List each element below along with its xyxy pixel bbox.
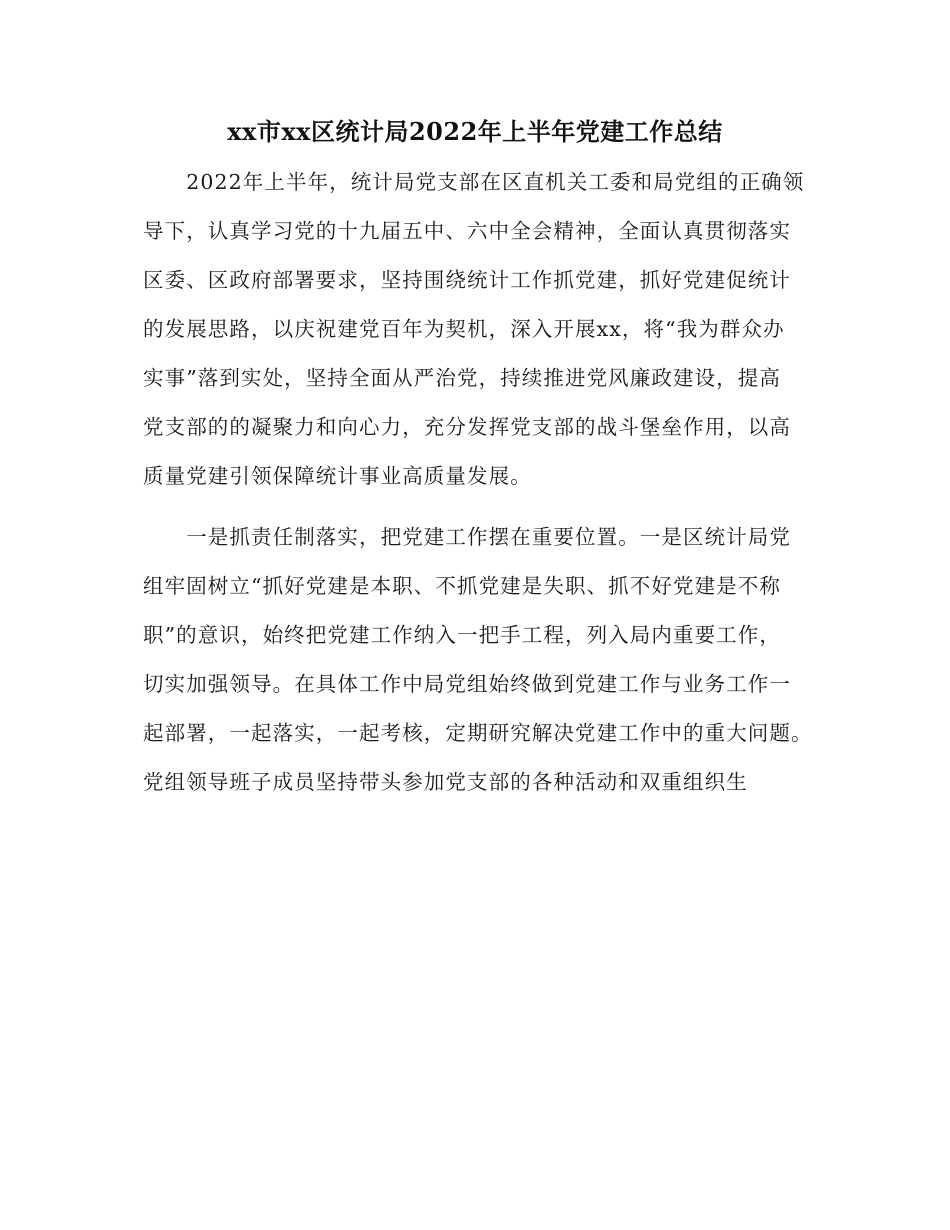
paragraph-line: 组牢固树立“抓好党建是本职、不抓党建是失职、抓不好党建是不称 <box>143 574 781 598</box>
paragraph-line: 2022年上半年，统计局党支部在区直机关工委和局党组的正确领 <box>143 170 805 194</box>
paragraph-line: 实事”落到实处，坚持全面从严治党，持续推进党风廉政建设，提高 <box>143 366 781 390</box>
paragraph-line: 党支部的的凝聚力和向心力，充分发挥党支部的战斗堡垒作用，以高 <box>143 415 791 439</box>
paragraph-line: 区委、区政府部署要求，坚持围绕统计工作抓党建，抓好党建促统计 <box>143 268 791 292</box>
paragraph-line: 切实加强领导。在具体工作中局党组始终做到党建工作与业务工作一 <box>143 672 791 696</box>
paragraph-line: 党组领导班子成员坚持带头参加党支部的各种活动和双重组织生 <box>143 770 748 794</box>
paragraph-line: 一是抓责任制落实，把党建工作摆在重要位置。一是区统计局党 <box>143 525 791 549</box>
paragraph-line: 起部署，一起落实，一起考核，定期研究解决党建工作中的重大问题。 <box>143 721 813 745</box>
paragraph-line: 质量党建引领保障统计事业高质量发展。 <box>143 464 532 488</box>
paragraph-line: 的发展思路，以庆祝建党百年为契机，深入开展xx，将“我为群众办 <box>143 317 785 341</box>
paragraph-line: 导下，认真学习党的十九届五中、六中全会精神，全面认真贯彻落实 <box>143 219 791 243</box>
document-title: xx市xx区统计局2022年上半年党建工作总结 <box>227 117 723 146</box>
paragraph-line: 职”的意识，始终把党建工作纳入一把手工程，列入局内重要工作， <box>143 623 781 647</box>
